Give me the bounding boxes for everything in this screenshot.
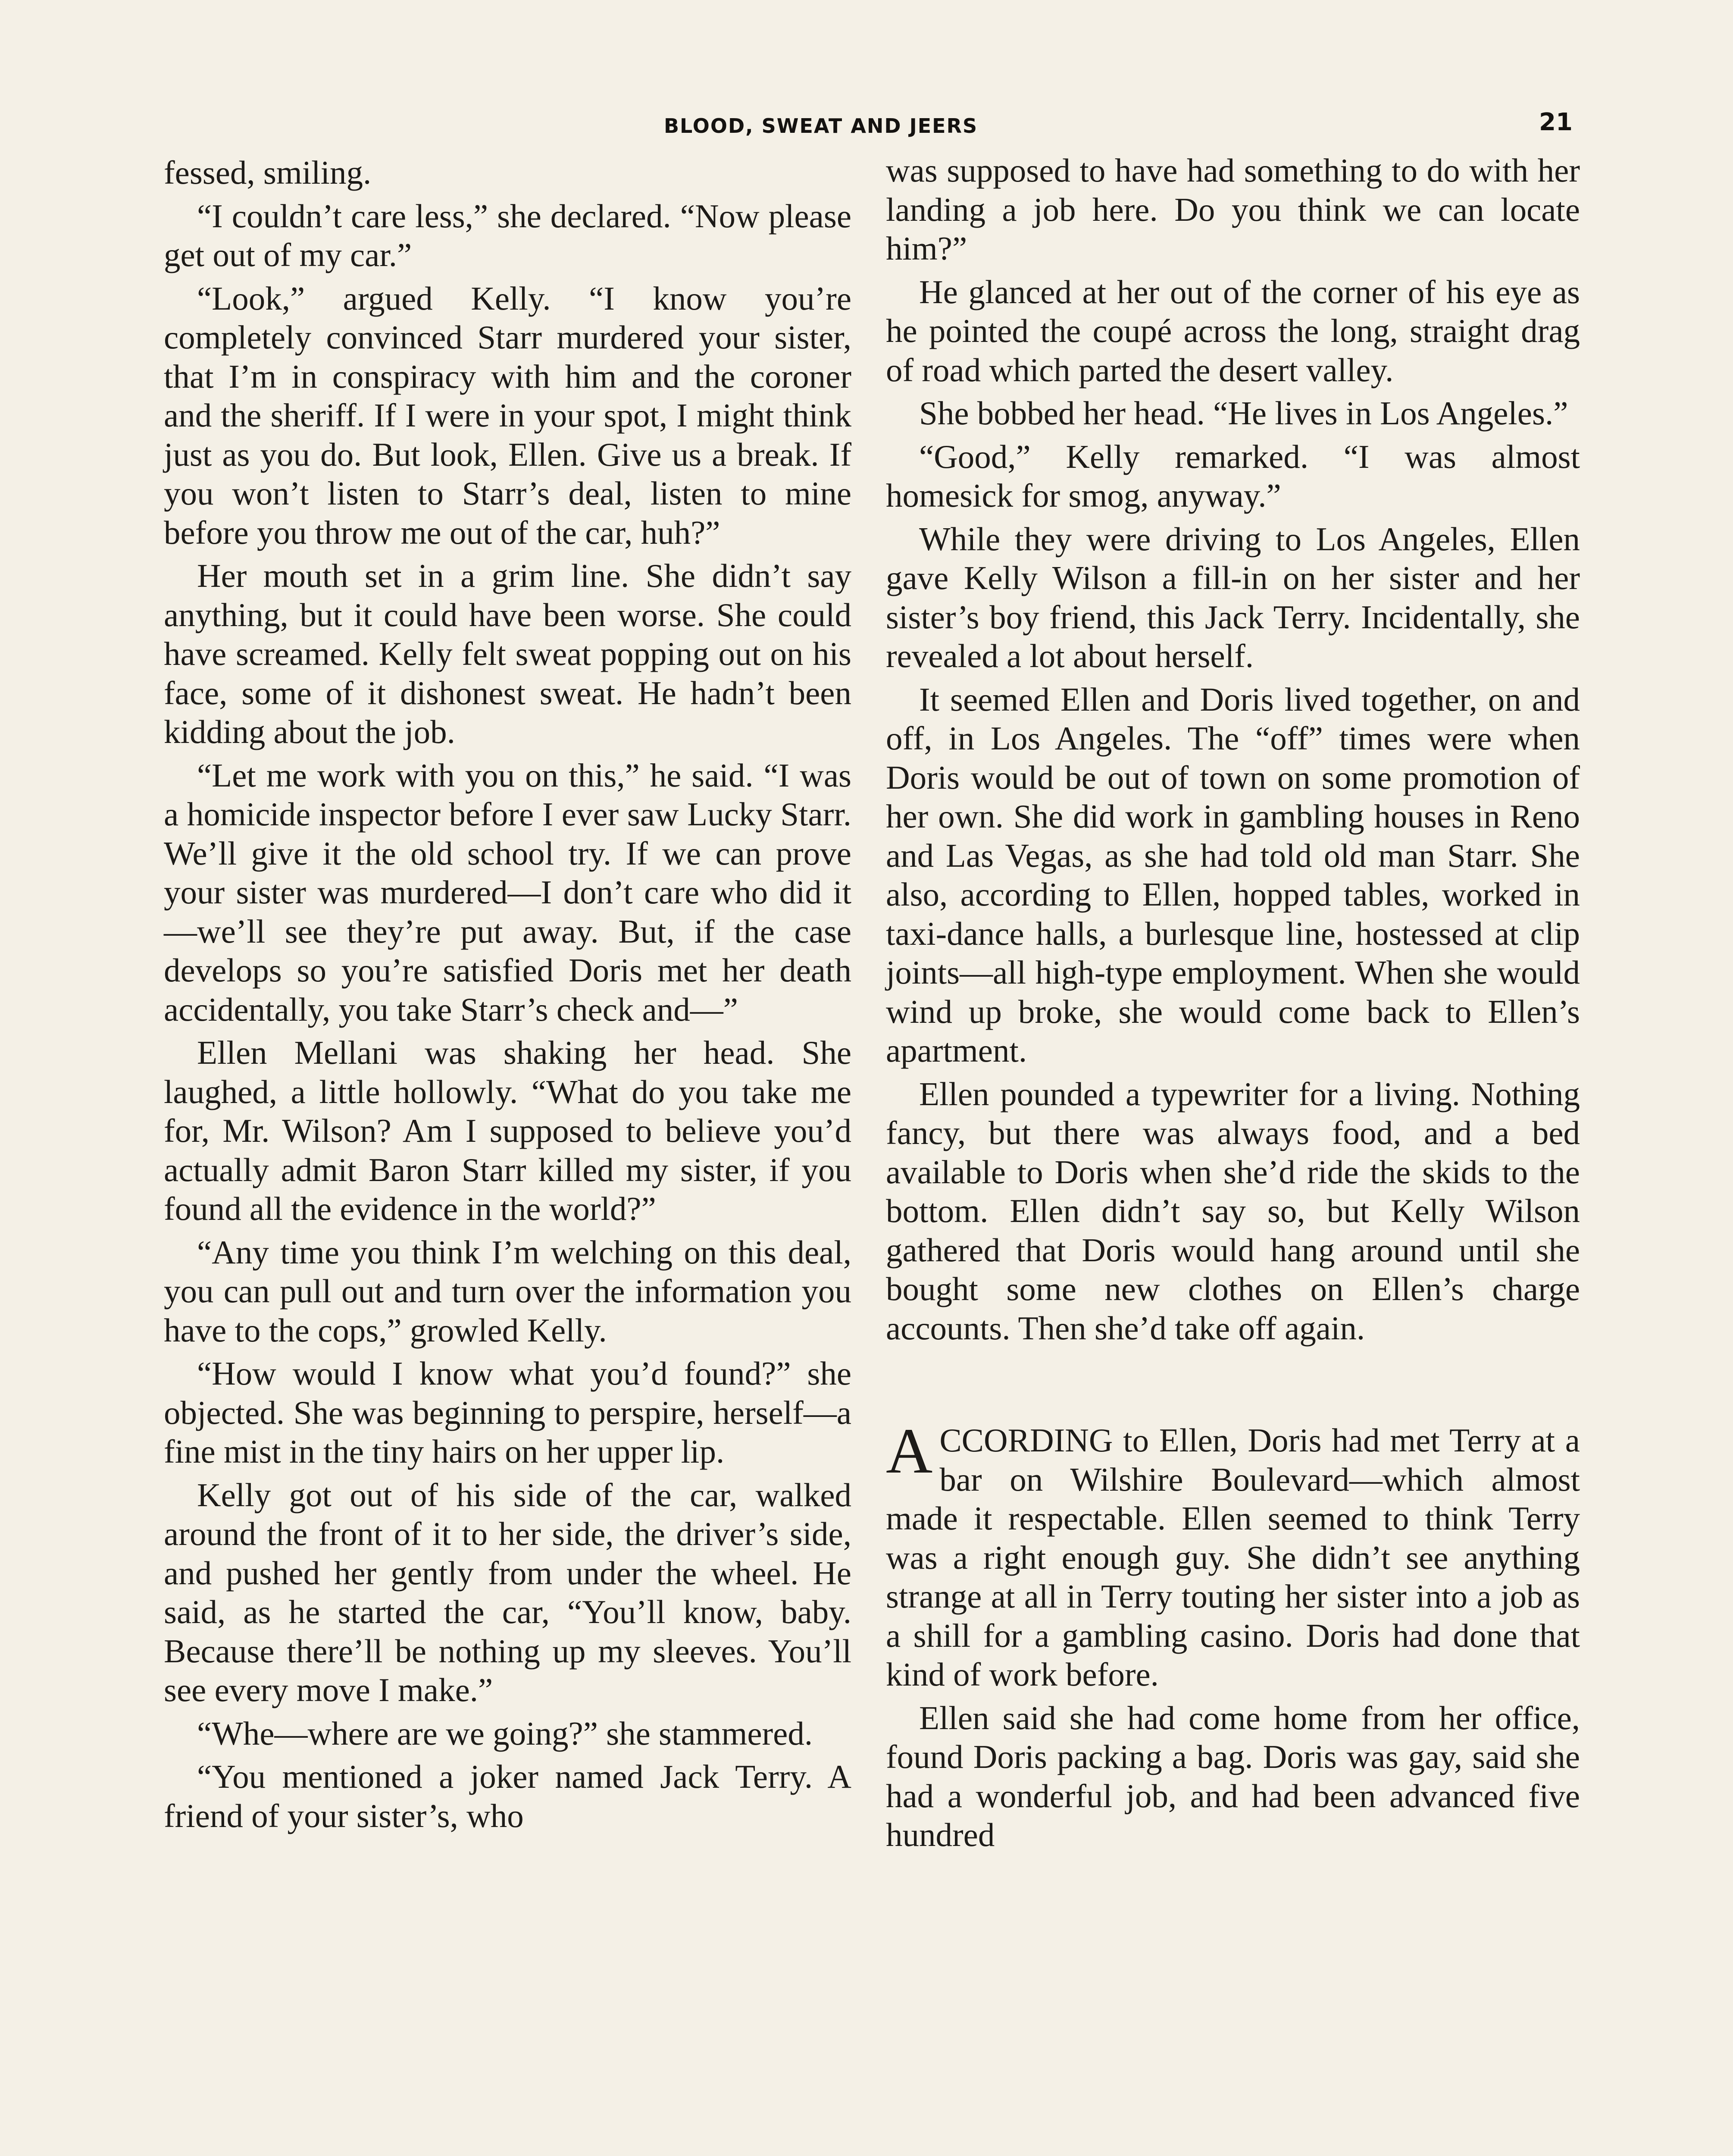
paragraph: Ellen pounded a typewriter for a living. Nothing fancy, but there was always food, and a bed available to Doris when she’d ride the skids to the bottom. Ellen didn’t say so, but Kelly Wilson gathered that Doris would hang around until she bought some new clothes on Ellen’s charge accounts. Then she’d take off again. [886,1075,1580,1347]
paragraph: “How would I know what you’d found?” she objected. She was beginning to perspire, herself—a fine mist in the tiny hairs on her upper lip. [164,1355,851,1470]
paragraph: Kelly got out of his side of the car, walked around the front of it to her side, the driver’s side, and pushed her gently from under the wheel. He said, as he started the car, “You’ll know, baby. Because there’ll be nothing up my sleeves. You’ll see every move I make.” [164,1476,851,1708]
paragraph: While they were driving to Los Angeles, Ellen gave Kelly Wilson a fill-in on her sister and her sister’s boy friend, this Jack Terry. Incidentally, she revealed a lot about herself. [886,520,1580,674]
paragraph: He glanced at her out of the corner of his eye as he pointed the coupé across the long, straight drag of road which parted the desert valley. [886,273,1580,389]
paragraph: was supposed to have had something to do with her landing a job here. Do you think we can locate him?” [886,152,1580,267]
page-number: 21 [1539,108,1573,136]
paragraph: “Good,” Kelly remarked. “I was almost homesick for smog, anyway.” [886,438,1580,514]
running-head-title: BLOOD, SWEAT AND JEERS [664,114,978,138]
section-opening-text: CCORDING to Ellen, Doris had met Terry at a bar on Wilshire Boulevard—which almost made it respectable. Ellen seemed to think Terry was a right enough guy. She didn’t see anything strange at all in Terry touting her sister into a job as a shill for a gambling casino. Doris had done that kind of work before. [886,1422,1580,1693]
paragraph: “Whe—where are we going?” she stammered. [197,1714,813,1752]
paragraph: “Look,” argued Kelly. “I know you’re completely convinced Starr murdered your sister, that I’m in conspiracy with him and the coroner and the sheriff. If I were in your spot, I might think just as you do. But look, Ellen. Give us a break. If you won’t listen to Starr’s deal, listen to mine before you throw me out of the car, huh?” [164,279,851,551]
left-text-column [164,153,851,1839]
paragraph: Ellen said she had come home from her office, found Doris packing a bag. Doris was gay, said she had a wonderful job, and had been advanced five hundred [886,1699,1580,1853]
paragraph: She bobbed her head. “He lives in Los Angeles.” [919,395,1568,432]
drop-cap: A [886,1415,933,1487]
right-text-column [886,151,1580,1859]
paragraph: “Any time you think I’m welching on this deal, you can pull out and turn over the information you have to the cops,” growled Kelly. [164,1233,851,1349]
paragraph: fessed, smiling. [164,154,372,191]
paragraph: Ellen Mellani was shaking her head. She laughed, a little hollowly. “What do you take me for, Mr. Wilson? Am I supposed to believe you’d actually admit Baron Starr killed my sister, if you found all the evidence in the world?” [164,1034,851,1227]
paragraph: “I couldn’t care less,” she declared. “Now please get out of my car.” [164,197,851,273]
paragraph: “Let me work with you on this,” he said. “I was a homicide inspector before I ever saw Lucky Starr. We’ll give it the old school try. If we can prove your sister was murdered—I don’t care who did it—we’ll see they’re put away. But, if the case develops so you’re satisfied Doris met her death accidentally, you take Starr’s check and—” [164,756,851,1028]
paragraph: It seemed Ellen and Doris lived together, on and off, in Los Angeles. The “off” times were when Doris would be out of town on some promotion of her own. She did work in gambling houses in Reno and Las Vegas, as she had told old man Starr. She also, according to Ellen, hopped tables, worked in taxi-dance halls, a burlesque line, hostessed at clip joints—all high-type employment. When she would wind up broke, she would come back to Ellen’s apartment. [886,680,1580,1069]
paragraph: Her mouth set in a grim line. She didn’t say anything, but it could have been worse. She could have screamed. Kelly felt sweat popping out on his face, some of it dishonest sweat. He hadn’t been kidding about the job. [164,557,851,750]
section-opening-paragraph [886,1415,1580,1694]
paragraph: “You mentioned a joker named Jack Terry. A friend of your sister’s, who [164,1758,851,1834]
